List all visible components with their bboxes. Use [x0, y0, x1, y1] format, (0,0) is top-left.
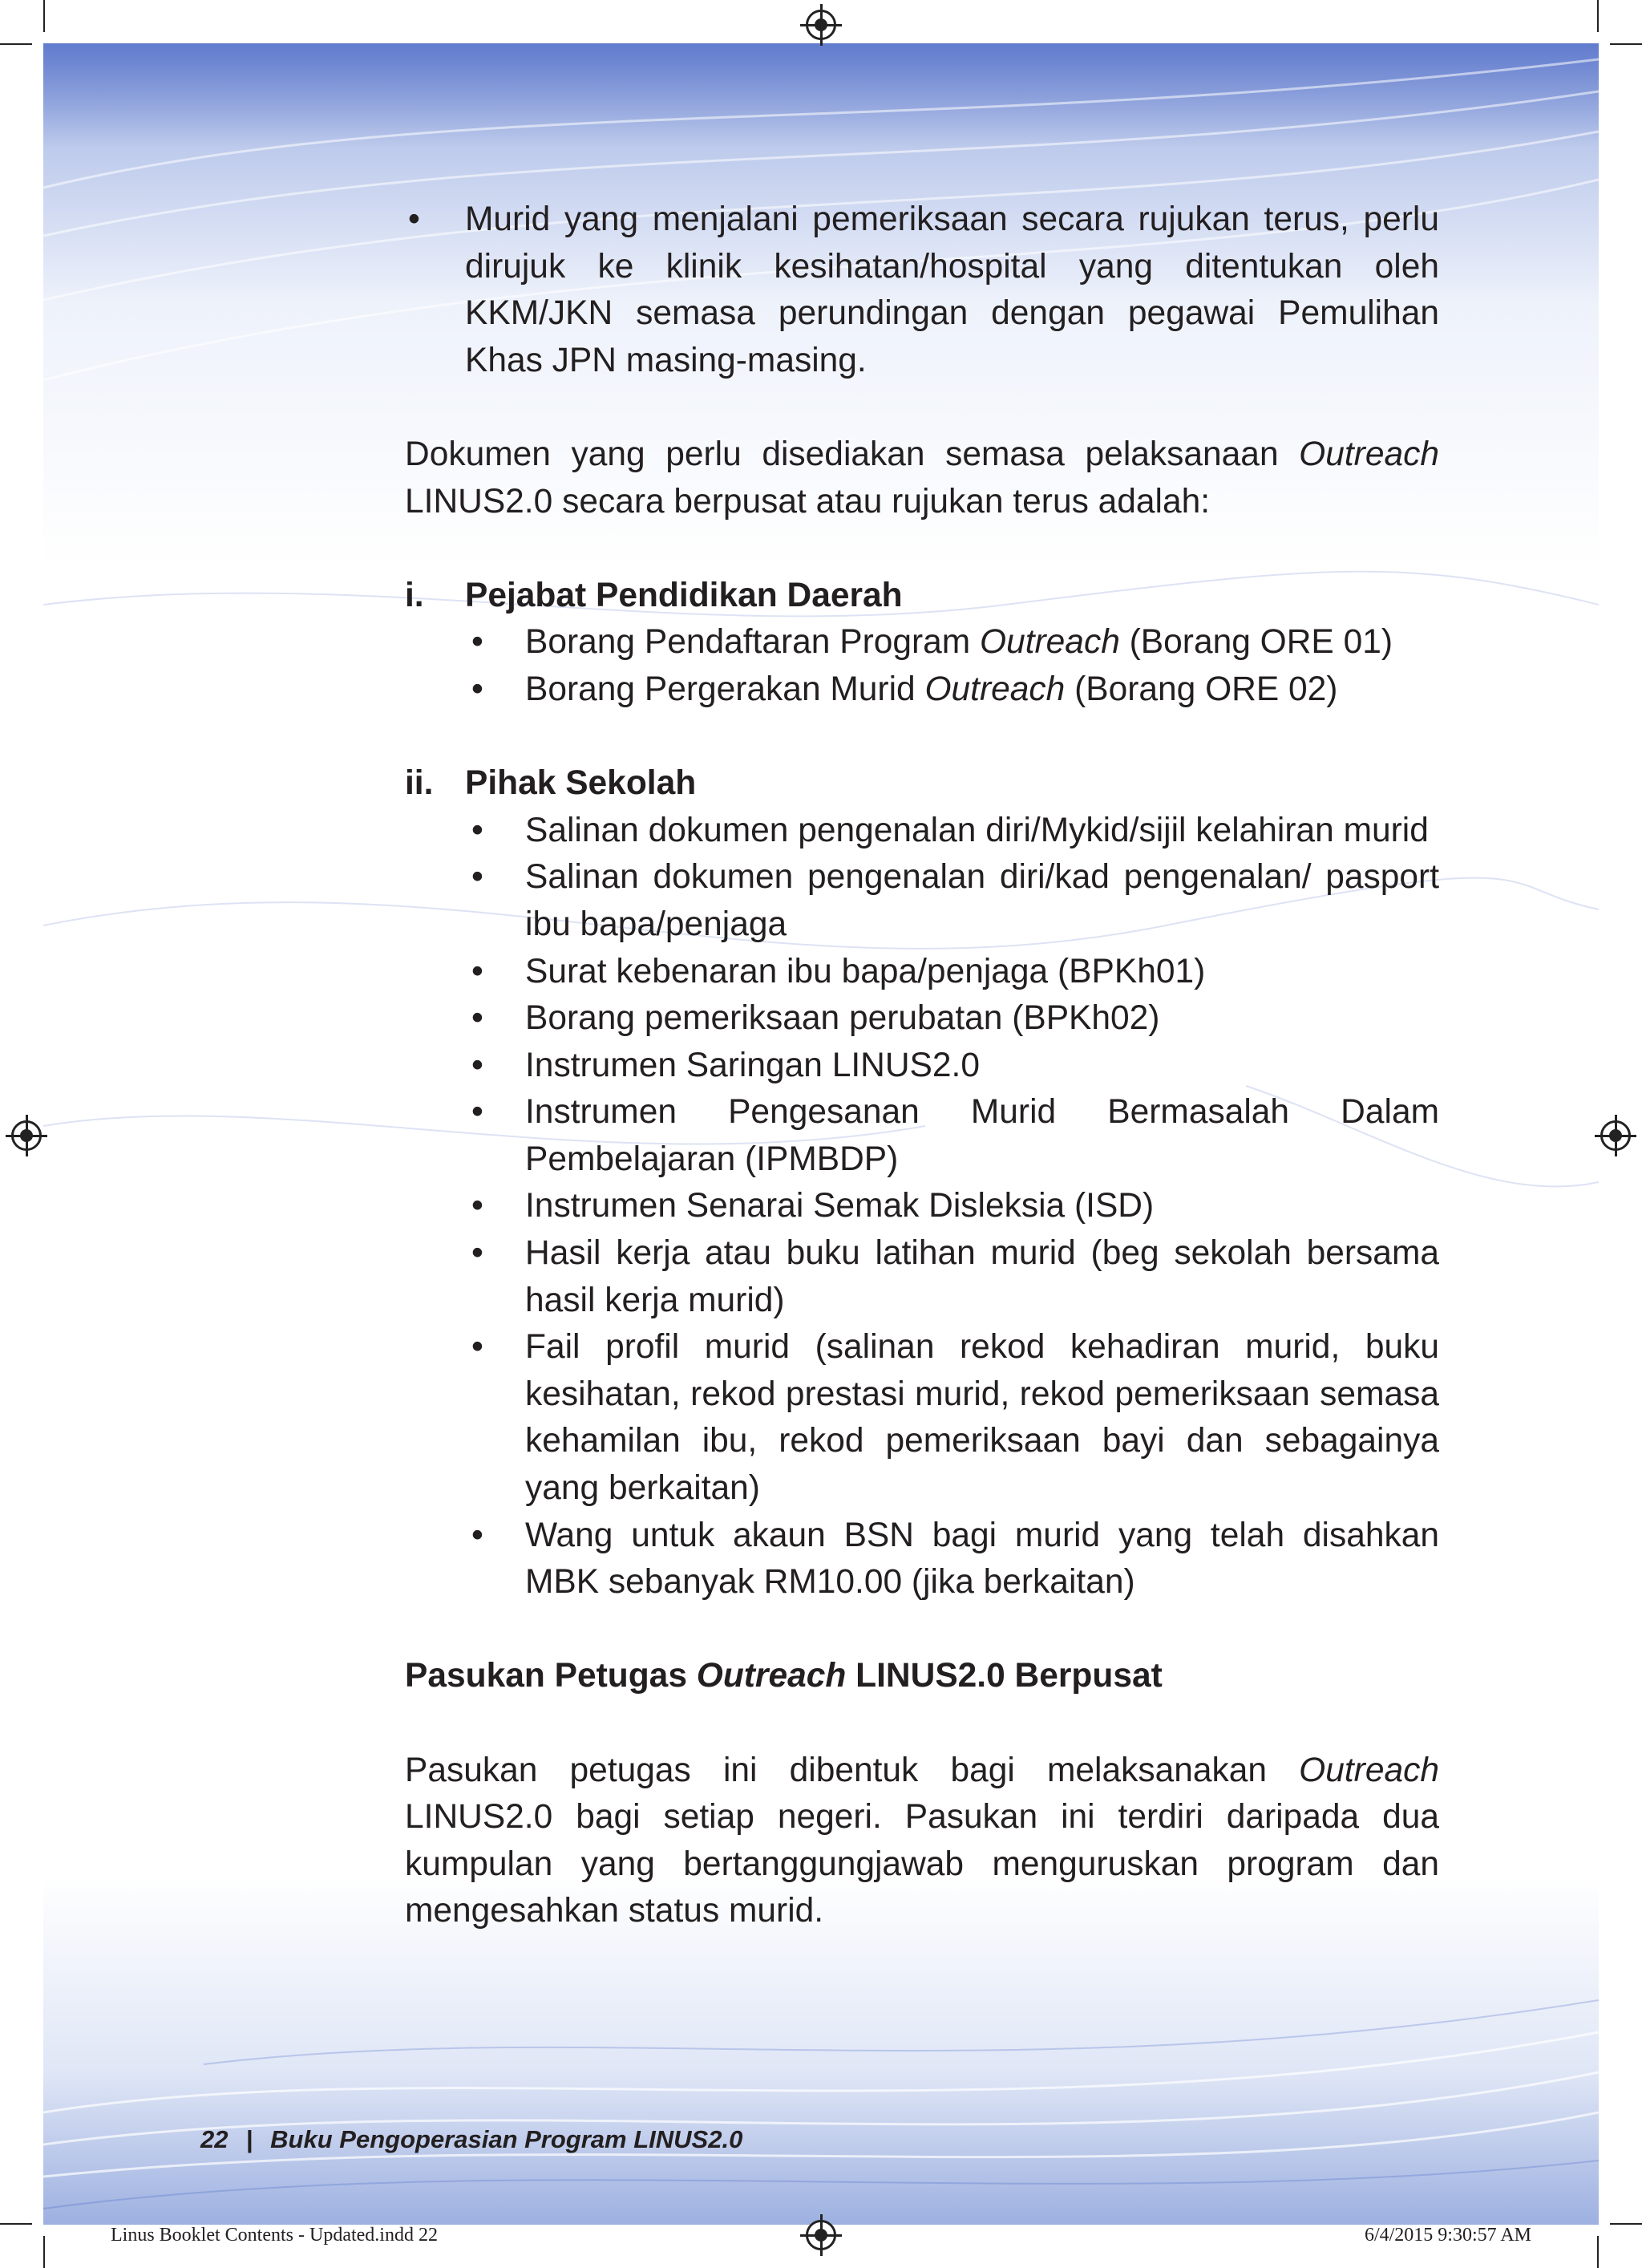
section-title: Pihak Sekolah [465, 764, 697, 803]
bullet-text: Murid yang menjalani pemeriksaan secara rujukan terus, perlu dirujuk ke klinik kesihatan/hospital yang ditentukan oleh KKM/JKN semasa perundingan dengan pegawai Pemulihan Khas JPN masing-masing. [465, 200, 1439, 379]
bullet-icon: • [471, 999, 483, 1038]
section-title: Pejabat Pendidikan Daerah [465, 576, 903, 614]
item-text: Borang pemeriksaan perubatan (BPKh02) [525, 999, 1160, 1038]
list-item [405, 1043, 1439, 1090]
heading-italic: Outreach [696, 1657, 847, 1695]
slug-datetime: 6/4/2015 9:30:57 AM [1364, 2225, 1531, 2246]
crop-mark [0, 43, 32, 45]
bullet-icon: • [408, 200, 420, 238]
crop-mark [0, 2223, 32, 2225]
item-text: Borang Pendaftaran Program [525, 623, 981, 662]
section-number: i. [405, 576, 424, 614]
registration-mark-icon [1600, 1120, 1631, 1151]
list-item [405, 1513, 1439, 1606]
registration-mark-icon [11, 1120, 42, 1151]
slug-filename: Linus Booklet Contents - Updated.indd 22 [111, 2225, 438, 2246]
item-text: Surat kebenaran ibu bapa/penjaga (BPKh01) [525, 952, 1206, 990]
paragraph-text: LINUS2.0 bagi setiap negeri. Pasukan ini terdiri daripada dua kumpulan yang bertanggungjawab menguruskan program dan mengesahkan status murid. [405, 1798, 1439, 1930]
list-item [405, 1089, 1439, 1183]
section-heading [405, 1653, 1439, 1700]
bullet-icon: • [471, 1093, 483, 1132]
list-item [405, 619, 1439, 666]
crop-mark [1597, 2236, 1599, 2268]
item-text: Instrumen Pengesanan Murid Bermasalah Dalam Pembelajaran (IPMBDP) [525, 1093, 1439, 1178]
item-text: Salinan dokumen pengenalan diri/kad pengenalan/ pasport ibu bapa/penjaga [525, 858, 1439, 943]
section-number: ii. [405, 764, 434, 803]
list-item [405, 949, 1439, 996]
list-item [405, 666, 1439, 714]
bullet-icon: • [471, 1328, 483, 1367]
bullet-icon: • [471, 1046, 483, 1084]
bullet-item [405, 196, 1439, 384]
registration-mark-icon [806, 2220, 836, 2250]
intro-text: Dokumen yang perlu disediakan semasa pelaksanaan [405, 435, 1300, 473]
bullet-icon: • [471, 1234, 483, 1273]
item-text: Hasil kerja atau buku latihan murid (beg sekolah bersama hasil kerja murid) [525, 1234, 1439, 1319]
item-text: (Borang ORE 01) [1119, 623, 1393, 662]
item-text: Instrumen Saringan LINUS2.0 [525, 1046, 980, 1084]
paragraph-text: Pasukan petugas ini dibentuk bagi melaksanakan [405, 1751, 1300, 1789]
footer-separator: | [245, 2125, 253, 2153]
paragraph-italic: Outreach [1299, 1751, 1439, 1789]
crop-mark [43, 2236, 45, 2268]
intro-text: LINUS2.0 secara berpusat atau rujukan terus adalah: [405, 482, 1211, 520]
heading-text: Pasukan Petugas [405, 1657, 697, 1695]
bullet-icon: • [471, 952, 483, 990]
registration-mark-icon [806, 10, 836, 40]
book-title: Buku Pengoperasian Program LINUS2.0 [270, 2125, 743, 2153]
item-italic: Outreach [980, 623, 1120, 662]
item-text: Salinan dokumen pengenalan diri/Mykid/sijil kelahiran murid [525, 811, 1429, 849]
section-heading-i [405, 573, 1439, 620]
heading-text: LINUS2.0 Berpusat [846, 1657, 1163, 1695]
list-item [405, 1230, 1439, 1324]
list-item [405, 808, 1439, 855]
bullet-icon: • [471, 858, 483, 897]
bullet-icon: • [471, 670, 483, 708]
item-text: Instrumen Senarai Semak Disleksia (ISD) [525, 1187, 1155, 1225]
bullet-icon: • [471, 811, 483, 849]
item-italic: Outreach [924, 670, 1066, 708]
item-text: Wang untuk akaun BSN bagi murid yang telah disahkan MBK sebanyak RM10.00 (jika berkaitan) [525, 1516, 1439, 1602]
page-footer [200, 2125, 742, 2154]
bullet-icon: • [471, 623, 483, 662]
closing-paragraph [405, 1748, 1439, 1935]
page-number: 22 [200, 2125, 229, 2153]
bullet-icon: • [471, 1516, 483, 1554]
section-heading-ii [405, 760, 1439, 808]
documents-intro [405, 431, 1439, 525]
item-text: (Borang ORE 02) [1065, 670, 1338, 708]
crop-mark [1610, 43, 1642, 45]
list-item [405, 854, 1439, 948]
crop-mark [1597, 0, 1599, 32]
item-text: Borang Pergerakan Murid [525, 670, 925, 708]
crop-mark [1610, 2223, 1642, 2225]
list-item [405, 1183, 1439, 1230]
bullet-icon: • [471, 1187, 483, 1225]
crop-mark [43, 0, 45, 32]
document-body [405, 196, 1439, 1935]
intro-italic: Outreach [1299, 435, 1439, 473]
item-text: Fail profil murid (salinan rekod kehadiran murid, buku kesihatan, rekod prestasi murid, rekod pemeriksaan semasa kehamilan ibu, rekod pemeriksaan bayi dan sebagainya yang berkaitan) [525, 1328, 1439, 1508]
list-item [405, 1324, 1439, 1512]
list-item [405, 995, 1439, 1043]
